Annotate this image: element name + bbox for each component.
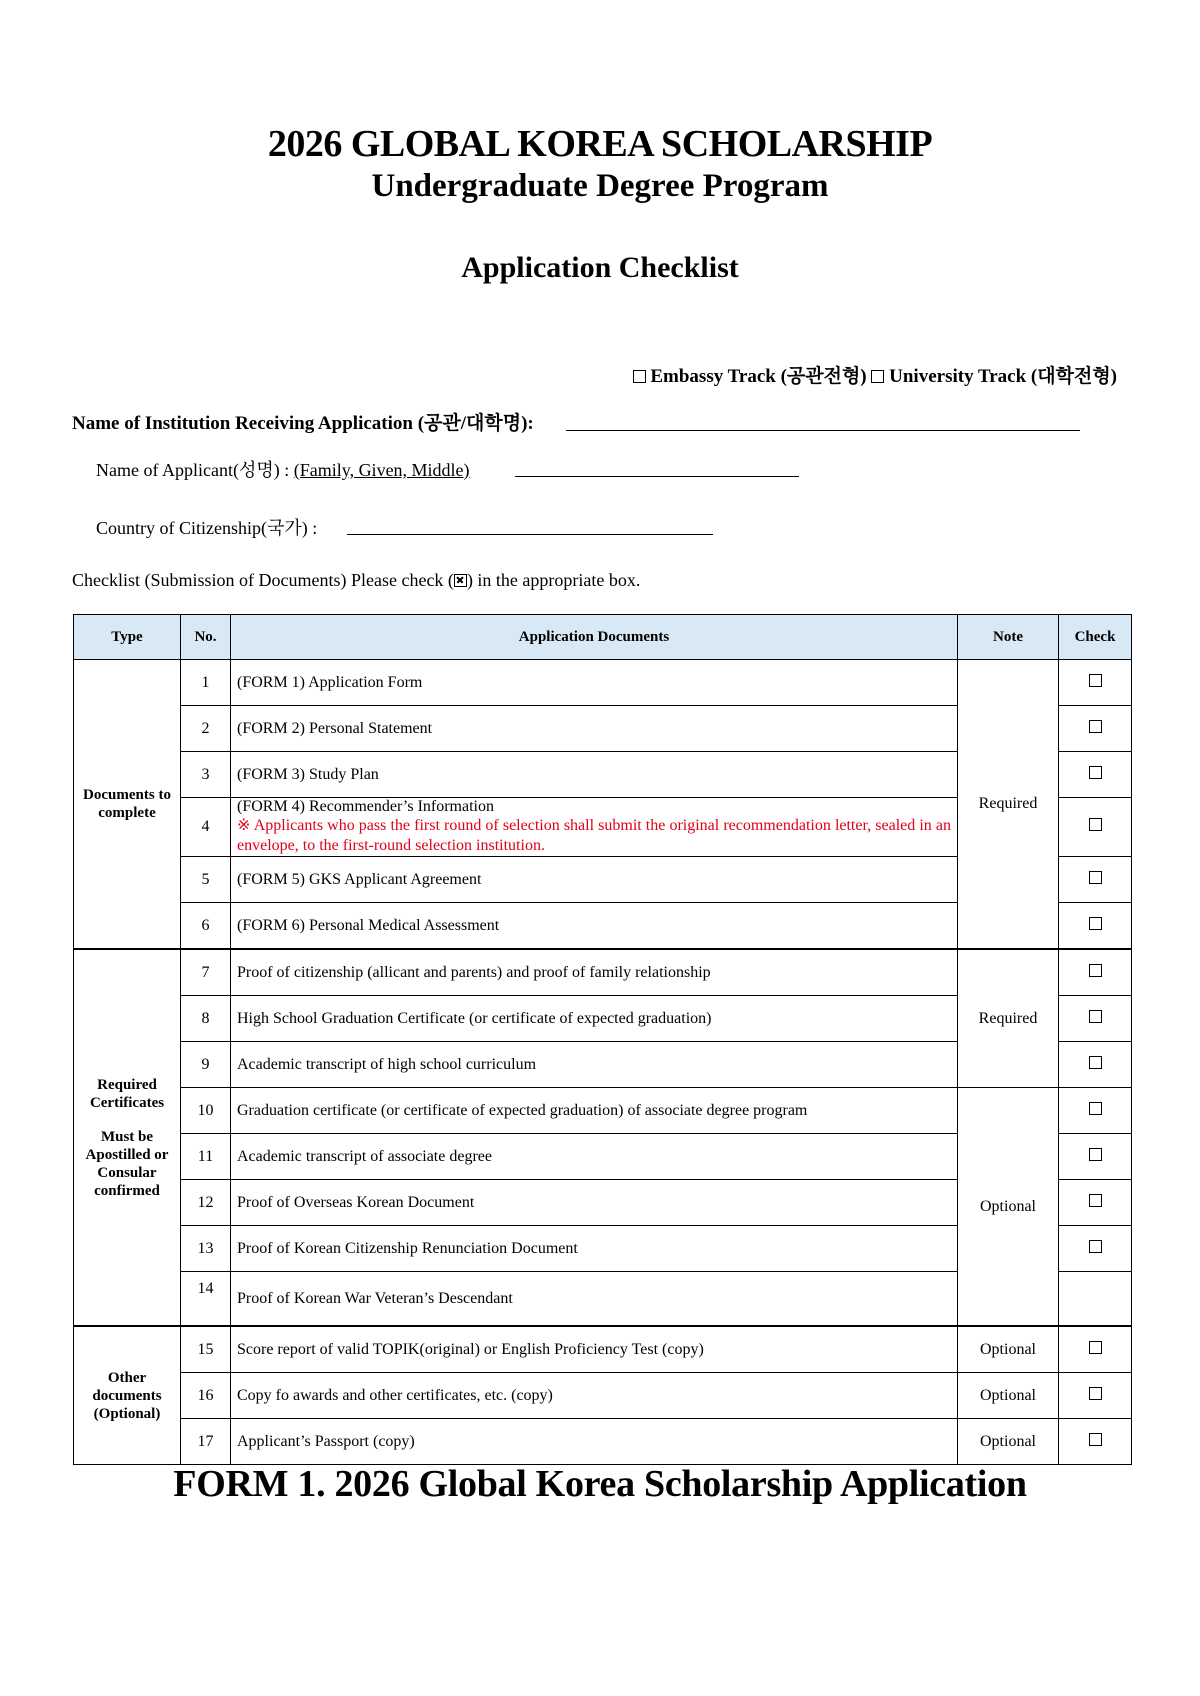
instructions-text-start: Checklist (Submission of Documents) Please check ( (72, 570, 454, 590)
institution-field[interactable] (566, 430, 1080, 431)
document-name: (FORM 6) Personal Medical Assessment (231, 903, 958, 950)
embassy-track-label: Embassy Track (공관전형) (650, 366, 867, 387)
row-number: 16 (181, 1373, 231, 1419)
check-checkbox[interactable] (1089, 1433, 1102, 1446)
row-number: 9 (181, 1042, 231, 1088)
header-check: Check (1059, 615, 1132, 660)
check-checkbox[interactable] (1089, 1102, 1102, 1115)
table-row (74, 949, 1132, 996)
row-number: 7 (181, 949, 231, 996)
row-number: 6 (181, 903, 231, 950)
check-checkbox[interactable] (1089, 1010, 1102, 1023)
university-track-checkbox[interactable] (871, 370, 884, 383)
recommendation-warning: ※ Applicants who pass the first round of selection shall submit the original recommendation letter, sealed in an envelope, to the first-round selection institution. (237, 817, 951, 854)
document-title: Application Checklist (461, 251, 739, 284)
check-checkbox[interactable] (1089, 766, 1102, 779)
applicant-name-field[interactable] (515, 476, 799, 477)
document-name: Academic transcript of associate degree (231, 1134, 958, 1180)
note-optional: Optional (958, 1326, 1059, 1373)
document-name: Proof of Korean Citizenship Renunciation Document (231, 1226, 958, 1272)
document-name: Academic transcript of high school curriculum (231, 1042, 958, 1088)
row-number: 5 (181, 857, 231, 903)
check-cell (1059, 903, 1132, 950)
check-cell (1059, 949, 1132, 996)
note-optional: Optional (958, 1088, 1059, 1327)
check-checkbox[interactable] (1089, 1341, 1102, 1354)
document-name: Copy fo awards and other certificates, etc. (copy) (231, 1373, 958, 1419)
check-cell (1059, 996, 1132, 1042)
document-name: (FORM 2) Personal Statement (231, 706, 958, 752)
row-number: 8 (181, 996, 231, 1042)
institution-label: Name of Institution Receiving Application (공관/대학명): (72, 413, 534, 434)
check-cell (1059, 798, 1132, 857)
check-checkbox[interactable] (1089, 1240, 1102, 1253)
check-checkbox[interactable] (1089, 917, 1102, 930)
applicant-row (96, 456, 470, 482)
document-name: Graduation certificate (or certificate of expected graduation) of associate degree program (231, 1088, 958, 1134)
applicant-name-hint: (Family, Given, Middle) (293, 460, 470, 480)
document-name: (FORM 5) GKS Applicant Agreement (231, 857, 958, 903)
checked-box-icon (454, 574, 467, 587)
check-cell (1059, 752, 1132, 798)
header-documents: Application Documents (231, 615, 958, 660)
row-number: 14 (181, 1272, 231, 1327)
check-cell (1059, 1088, 1132, 1134)
row-number: 2 (181, 706, 231, 752)
check-cell (1059, 1419, 1132, 1465)
university-track-label: University Track (대학전형) (889, 366, 1117, 387)
check-cell (1059, 857, 1132, 903)
form-1-heading: FORM 1. 2026 Global Korea Scholarship Application (173, 1463, 1027, 1505)
documents-table (73, 614, 1132, 1465)
document-cell (231, 798, 958, 857)
check-checkbox[interactable] (1089, 1194, 1102, 1207)
row-number: 17 (181, 1419, 231, 1465)
applicant-label: Name of Applicant(성명) : (96, 460, 294, 480)
table-row (74, 660, 1132, 706)
check-checkbox[interactable] (1089, 1056, 1102, 1069)
group-documents-to-complete: Documents to complete (74, 660, 181, 950)
document-name: High School Graduation Certificate (or certificate of expected graduation) (231, 996, 958, 1042)
document-name: (FORM 1) Application Form (231, 660, 958, 706)
instructions-text-end: ) in the appropriate box. (466, 570, 641, 590)
check-cell-empty (1059, 1272, 1132, 1327)
table-row (74, 1373, 1132, 1419)
apostille-note: Must be Apostilled or Consular confirmed (85, 1128, 169, 1199)
check-cell (1059, 1134, 1132, 1180)
check-checkbox[interactable] (1089, 674, 1102, 687)
row-number: 3 (181, 752, 231, 798)
row-number: 13 (181, 1226, 231, 1272)
row-number: 11 (181, 1134, 231, 1180)
group-other-documents: Other documents (Optional) (74, 1326, 181, 1465)
table-row (74, 1088, 1132, 1134)
header-type: Type (74, 615, 181, 660)
document-name: Proof of Korean War Veteran’s Descendant (231, 1272, 958, 1327)
document-name: (FORM 3) Study Plan (231, 752, 958, 798)
document-name: Proof of Overseas Korean Document (231, 1180, 958, 1226)
group-required-certificates (74, 949, 181, 1326)
header-no: No. (181, 615, 231, 660)
track-selection (633, 361, 1117, 388)
document-name: (FORM 4) Recommender’s Information (237, 798, 494, 815)
country-label: Country of Citizenship(국가) : (96, 518, 318, 538)
check-checkbox[interactable] (1089, 871, 1102, 884)
country-field[interactable] (347, 534, 713, 535)
check-checkbox[interactable] (1089, 818, 1102, 831)
row-number: 12 (181, 1180, 231, 1226)
check-cell (1059, 660, 1132, 706)
check-cell (1059, 1373, 1132, 1419)
table-row (74, 1419, 1132, 1465)
check-checkbox[interactable] (1089, 720, 1102, 733)
table-row (74, 1326, 1132, 1373)
note-required: Required (958, 949, 1059, 1088)
certificates-group-label: Required Certificates (89, 1076, 165, 1111)
check-checkbox[interactable] (1089, 964, 1102, 977)
check-cell (1059, 1326, 1132, 1373)
row-number: 4 (181, 798, 231, 857)
embassy-track-checkbox[interactable] (633, 370, 646, 383)
check-cell (1059, 706, 1132, 752)
document-name: Score report of valid TOPIK(original) or English Proficiency Test (copy) (231, 1326, 958, 1373)
note-required: Required (958, 660, 1059, 950)
check-cell (1059, 1226, 1132, 1272)
check-cell (1059, 1042, 1132, 1088)
program-title: 2026 GLOBAL KOREA SCHOLARSHIP (267, 123, 933, 165)
check-checkbox[interactable] (1089, 1387, 1102, 1400)
program-subtitle: Undergraduate Degree Program (371, 168, 829, 204)
note-optional: Optional (958, 1419, 1059, 1465)
note-optional: Optional (958, 1373, 1059, 1419)
check-cell (1059, 1180, 1132, 1226)
checklist-instructions (72, 570, 640, 591)
check-checkbox[interactable] (1089, 1148, 1102, 1161)
header-note: Note (958, 615, 1059, 660)
table-header-row (74, 615, 1132, 660)
row-number: 10 (181, 1088, 231, 1134)
document-name: Proof of citizenship (allicant and parents) and proof of family relationship (231, 949, 958, 996)
row-number: 1 (181, 660, 231, 706)
document-name: Applicant’s Passport (copy) (231, 1419, 958, 1465)
row-number: 15 (181, 1326, 231, 1373)
